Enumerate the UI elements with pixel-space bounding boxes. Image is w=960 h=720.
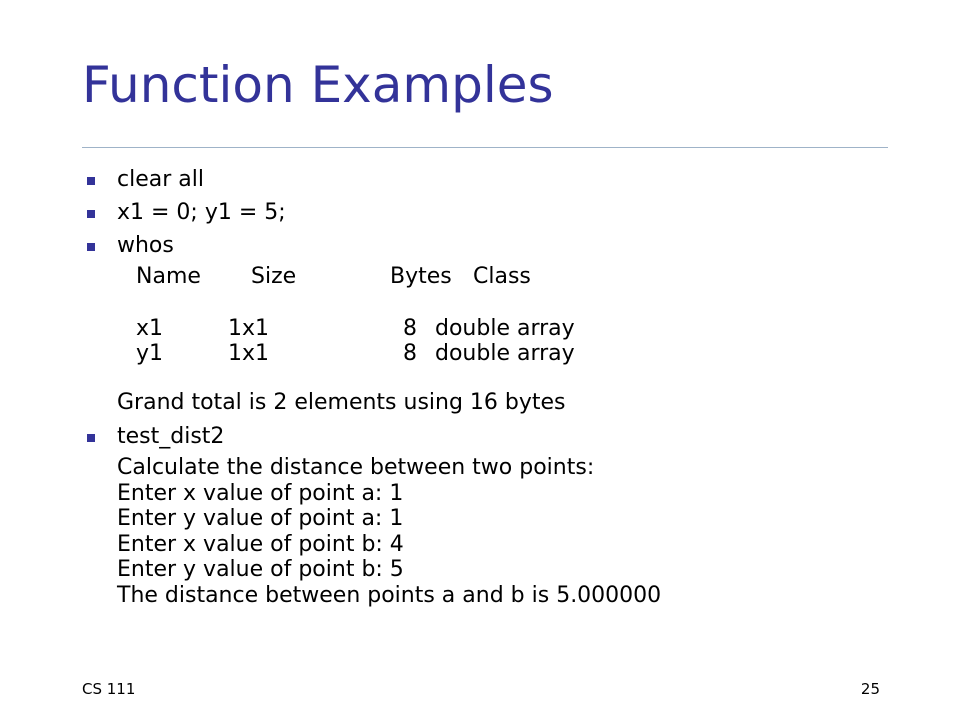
grand-total-line: Grand total is 2 elements using 16 bytes [117,390,566,415]
output-line: Enter y value of point b: 5 [117,557,404,582]
output-line: Enter x value of point b: 4 [117,532,404,557]
output-line: Enter y value of point a: 1 [117,506,404,531]
output-line: The distance between points a and b is 5.000000 [117,583,662,608]
table-cell: y1 [136,341,164,366]
table-cell: 8 [403,341,417,366]
output-line: Calculate the distance between two points: [117,455,595,480]
table-header-bytes: Bytes [390,264,452,289]
table-cell: double array [435,316,575,341]
bullet-marker [87,434,95,442]
bullet-marker [87,177,95,185]
slide-title: Function Examples [82,56,554,114]
footer-course: CS 111 [82,680,136,698]
table-cell: 1x1 [228,341,270,366]
table-header-name: Name [136,264,201,289]
bullet-text: test_dist2 [117,424,225,449]
bullet-marker [87,243,95,251]
bullet-marker [87,210,95,218]
bullet-text: whos [117,233,174,258]
table-cell: 8 [403,316,417,341]
table-cell: 1x1 [228,316,270,341]
title-divider [82,147,888,148]
output-line: Enter x value of point a: 1 [117,481,404,506]
table-header-size: Size [251,264,297,289]
table-header-class: Class [473,264,531,289]
page-number: 25 [860,680,880,698]
table-cell: x1 [136,316,164,341]
bullet-text: clear all [117,167,204,192]
table-cell: double array [435,341,575,366]
bullet-text: x1 = 0; y1 = 5; [117,200,286,225]
